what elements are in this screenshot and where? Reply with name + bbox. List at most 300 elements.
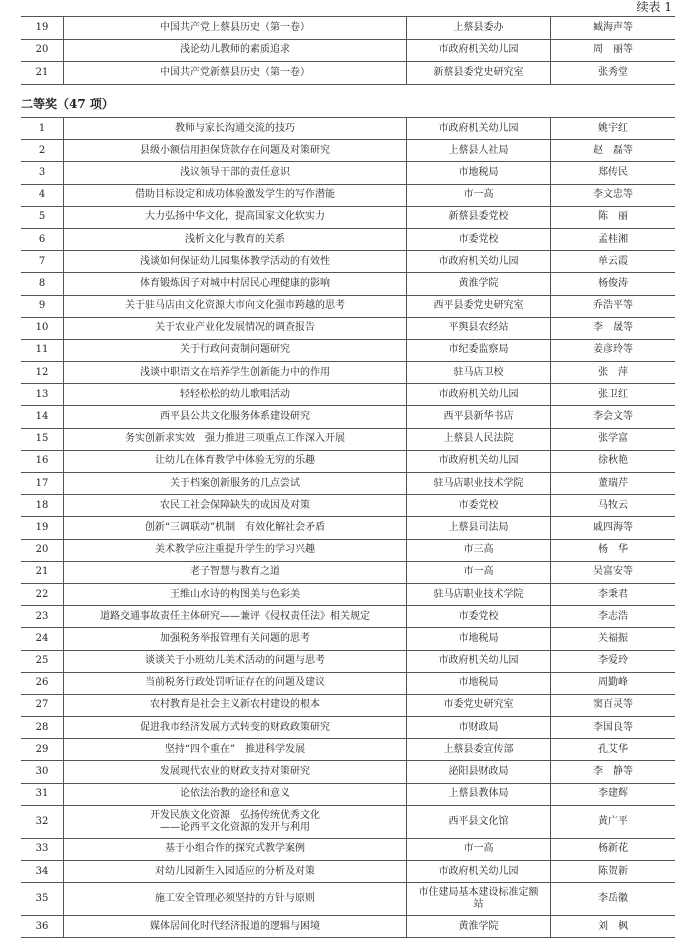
row-author [551, 495, 676, 517]
row-number-text: 20 [35, 544, 49, 556]
row-number-text: 12 [35, 366, 49, 378]
row-number [21, 861, 64, 883]
row-author [551, 339, 676, 361]
row-title-text: 施工安全管理必须坚持的方针与原则 [155, 893, 315, 905]
table-row [21, 39, 675, 62]
row-unit [407, 606, 551, 628]
row-unit [407, 473, 551, 495]
row-unit-text: 市地税局 [458, 632, 499, 644]
row-number-text: 34 [35, 865, 49, 877]
row-number [21, 273, 64, 295]
row-title [64, 583, 407, 605]
row-author [551, 118, 676, 140]
row-author [551, 140, 676, 162]
row-title-text: 教师与家长沟通交流的技巧 [175, 122, 295, 134]
row-title-text: 当前税务行政处罚听证存在的问题及建议 [145, 677, 325, 689]
row-title [64, 883, 407, 916]
table-row [21, 838, 675, 860]
row-number-text: 19 [35, 521, 49, 533]
awards-table-second-prize [21, 117, 675, 938]
row-number-text: 8 [38, 277, 46, 289]
table-row [21, 783, 675, 805]
row-author-text: 姜彦玲等 [593, 344, 633, 356]
row-unit [407, 406, 551, 428]
row-title-text: 坚持“四个重在” 推进科学发展 [164, 743, 306, 755]
row-author [551, 838, 676, 860]
table-row [21, 583, 675, 605]
row-title-text: 开发民族文化资源 弘扬传统优秀文化 [150, 809, 320, 821]
row-number-text: 21 [35, 66, 49, 78]
row-author [551, 39, 676, 62]
row-title [64, 805, 407, 838]
table-row [21, 362, 675, 384]
row-title-text: 谈谈关于小班幼儿美术活动的问题与思考 [145, 655, 325, 667]
row-unit [407, 672, 551, 694]
row-author-text: 董瑞芹 [598, 477, 628, 489]
row-title-text: 美术教学应注重提升学生的学习兴趣 [155, 544, 315, 556]
row-number-text: 7 [38, 255, 46, 267]
row-title [64, 317, 407, 339]
row-title-text-line2: ——论西平文化资源的发开与利用 [160, 821, 310, 833]
row-author [551, 761, 676, 783]
row-author [551, 539, 676, 561]
row-title [64, 406, 407, 428]
row-author-text: 吴富安等 [593, 566, 633, 578]
row-unit-text: 平舆县农经站 [448, 322, 509, 334]
row-unit [407, 717, 551, 739]
row-author-text: 杨 华 [598, 544, 628, 556]
row-number [21, 717, 64, 739]
row-number-text: 19 [35, 21, 49, 33]
row-number-text: 36 [35, 920, 49, 932]
row-author-text: 陈 丽 [598, 211, 628, 223]
row-number-text: 31 [35, 788, 49, 800]
row-author-text: 戚四海等 [593, 521, 633, 533]
row-unit [407, 628, 551, 650]
row-unit-text: 上蔡县人社局 [448, 144, 509, 156]
row-number [21, 672, 64, 694]
row-number-text: 4 [38, 189, 46, 201]
row-title [64, 384, 407, 406]
table-row [21, 561, 675, 583]
row-author-text: 张 萍 [598, 366, 628, 378]
row-title [64, 62, 407, 85]
row-unit [407, 39, 551, 62]
row-author-text: 张卫红 [598, 388, 628, 400]
row-number-text: 24 [35, 632, 49, 644]
row-unit-text: 西平县新华书店 [443, 411, 514, 423]
row-unit-text: 市地税局 [458, 166, 499, 178]
table-row [21, 428, 675, 450]
table-row [21, 118, 675, 140]
row-author [551, 184, 676, 206]
row-number-text: 13 [35, 388, 49, 400]
row-title-text: 浅谈中职语文在培养学生创新能力中的作用 [140, 366, 330, 378]
row-title-text: 浅议领导干部的责任意识 [180, 166, 290, 178]
row-author [551, 805, 676, 838]
row-author [551, 628, 676, 650]
row-unit [407, 428, 551, 450]
row-number [21, 162, 64, 184]
row-author [551, 317, 676, 339]
row-title [64, 606, 407, 628]
row-unit [407, 317, 551, 339]
row-number-text: 1 [38, 122, 46, 134]
row-author-text: 姚宇红 [598, 122, 628, 134]
row-title-text: 西平县公共文化服务体系建设研究 [160, 411, 310, 423]
row-number-text: 29 [35, 743, 49, 755]
table-row [21, 805, 675, 838]
row-unit-text: 市委党史研究室 [443, 699, 514, 711]
row-unit-text: 市财政局 [458, 721, 499, 733]
row-number [21, 184, 64, 206]
row-number [21, 384, 64, 406]
row-unit-text: 市政府机关幼儿园 [438, 455, 519, 467]
row-unit [407, 583, 551, 605]
row-author [551, 228, 676, 250]
row-title [64, 362, 407, 384]
row-author-text: 单云霞 [598, 255, 628, 267]
table-row [21, 883, 675, 916]
row-title-text: 让幼儿在体育教学中体验无穷的乐趣 [155, 455, 315, 467]
table-row [21, 495, 675, 517]
row-title [64, 517, 407, 539]
row-author [551, 883, 676, 916]
row-author [551, 384, 676, 406]
row-title [64, 838, 407, 860]
row-unit [407, 561, 551, 583]
row-title [64, 783, 407, 805]
row-author-text: 李 晟等 [593, 322, 633, 334]
row-unit-text-line2: 站 [473, 899, 484, 911]
row-author [551, 783, 676, 805]
row-title [64, 761, 407, 783]
table-row [21, 450, 675, 472]
row-author [551, 694, 676, 716]
row-unit-text: 新蔡县委党校 [448, 211, 509, 223]
row-author [551, 717, 676, 739]
row-number [21, 495, 64, 517]
row-author-text: 关福振 [598, 632, 628, 644]
row-title [64, 118, 407, 140]
row-number [21, 561, 64, 583]
row-number-text: 32 [35, 815, 49, 827]
row-title-text: 促进我市经济发展方式转变的财政政策研究 [140, 721, 330, 733]
table-row [21, 339, 675, 361]
row-number [21, 583, 64, 605]
row-unit [407, 228, 551, 250]
row-number-text: 23 [35, 610, 49, 622]
row-author-text: 李国良等 [593, 721, 633, 733]
row-unit [407, 295, 551, 317]
table-row [21, 916, 675, 938]
table-row [21, 606, 675, 628]
table-row [21, 517, 675, 539]
row-unit-text: 市政府机关幼儿园 [438, 865, 519, 877]
section-heading-second-prize: 二等奖（47 项） [21, 97, 114, 111]
row-unit [407, 118, 551, 140]
row-unit-text: 市一高 [463, 189, 494, 201]
row-title [64, 739, 407, 761]
row-title [64, 561, 407, 583]
row-number-text: 18 [35, 499, 49, 511]
row-unit [407, 17, 551, 40]
row-number-text: 21 [35, 566, 49, 578]
row-author [551, 206, 676, 228]
row-number [21, 517, 64, 539]
row-author-text: 孔艾华 [598, 743, 628, 755]
row-title-text: 老子智慧与教育之道 [190, 566, 280, 578]
row-number [21, 406, 64, 428]
table-row [21, 62, 675, 85]
row-number-text: 2 [38, 144, 46, 156]
row-title-text: 中国共产党新蔡县历史（第一卷） [160, 66, 310, 78]
row-number [21, 761, 64, 783]
row-title-text: 媒体居间化时代经济报道的逻辑与困境 [150, 920, 320, 932]
row-author [551, 583, 676, 605]
row-author [551, 517, 676, 539]
row-author [551, 861, 676, 883]
row-author-text: 孟桂湘 [598, 233, 628, 245]
row-author [551, 162, 676, 184]
row-title [64, 717, 407, 739]
row-unit-text: 新蔡县委党史研究室 [433, 66, 524, 78]
row-title [64, 428, 407, 450]
row-title [64, 251, 407, 273]
row-author [551, 295, 676, 317]
row-author-text: 杨俊涛 [598, 277, 628, 289]
row-title-text: 体育锻炼因子对城中村居民心理健康的影响 [140, 277, 330, 289]
row-number-text: 3 [38, 166, 46, 178]
row-author [551, 17, 676, 40]
row-author [551, 273, 676, 295]
row-title-text: 道路交通事故责任主体研究——兼评《侵权责任法》相关规定 [100, 610, 370, 622]
row-unit [407, 339, 551, 361]
row-number-text: 15 [35, 433, 49, 445]
row-number-text: 5 [38, 211, 46, 223]
table-row [21, 650, 675, 672]
row-unit [407, 384, 551, 406]
table-row [21, 406, 675, 428]
row-title [64, 39, 407, 62]
table-row [21, 628, 675, 650]
row-title-text: 农民工社会保障缺失的成因及对策 [160, 499, 310, 511]
row-unit-text: 市政府机关幼儿园 [438, 655, 519, 667]
table-row [21, 761, 675, 783]
row-unit-text: 上蔡县教体局 [448, 788, 509, 800]
row-number [21, 17, 64, 40]
row-author-text: 李会文等 [593, 411, 633, 423]
row-number [21, 362, 64, 384]
row-author-text: 李志浩 [598, 610, 628, 622]
row-author [551, 672, 676, 694]
row-unit [407, 206, 551, 228]
row-unit-text: 市纪委监察局 [448, 344, 509, 356]
row-unit-text: 上蔡县委办 [453, 21, 504, 33]
row-author-text: 张学富 [598, 433, 628, 445]
row-number-text: 14 [35, 411, 49, 423]
row-number [21, 140, 64, 162]
table-row [21, 162, 675, 184]
row-number [21, 650, 64, 672]
row-number [21, 39, 64, 62]
row-title-text: 加强税务举报管理有关问题的思考 [160, 632, 310, 644]
row-author [551, 428, 676, 450]
row-title [64, 916, 407, 938]
row-unit [407, 783, 551, 805]
row-unit-text: 市住建局基本建设标准定额 [418, 887, 539, 899]
row-unit [407, 539, 551, 561]
row-unit [407, 495, 551, 517]
row-author-text: 周勤峰 [598, 677, 628, 689]
table-row [21, 17, 675, 40]
row-title-text: 务实创新求实效 强力推进三项重点工作深入开展 [125, 433, 345, 445]
row-author [551, 916, 676, 938]
row-unit [407, 273, 551, 295]
row-title-text: 论依法治教的途径和意义 [180, 788, 290, 800]
row-title [64, 495, 407, 517]
table-row [21, 251, 675, 273]
row-number-text: 9 [38, 300, 46, 312]
row-unit-text: 市政府机关幼儿园 [438, 44, 519, 56]
row-title-text: 农村教育是社会主义新农村建设的根本 [150, 699, 320, 711]
row-number [21, 739, 64, 761]
row-unit [407, 140, 551, 162]
row-unit [407, 883, 551, 916]
row-title [64, 473, 407, 495]
row-unit [407, 739, 551, 761]
row-title [64, 672, 407, 694]
row-author [551, 473, 676, 495]
row-author [551, 362, 676, 384]
row-author [551, 406, 676, 428]
row-title-text: 浅论幼儿教师的素质追求 [180, 44, 290, 56]
row-author-text: 李文忠等 [593, 189, 633, 201]
row-author-text: 陈贺新 [598, 865, 628, 877]
continuation-label: 续表 1 [636, 0, 672, 14]
row-number-text: 17 [35, 477, 49, 489]
row-unit-text: 黄淮学院 [458, 277, 499, 289]
row-number [21, 206, 64, 228]
row-title-text: 基于小组合作的探究式教学案例 [165, 843, 305, 855]
row-author-text: 臧海声等 [593, 21, 633, 33]
table-row [21, 273, 675, 295]
row-title [64, 539, 407, 561]
row-unit [407, 916, 551, 938]
row-unit-text: 市一高 [463, 843, 494, 855]
row-author [551, 561, 676, 583]
row-number [21, 783, 64, 805]
row-author-text: 李秉君 [598, 588, 628, 600]
row-number-text: 6 [38, 233, 46, 245]
row-title-text: 中国共产党上蔡县历史（第一卷） [160, 21, 310, 33]
row-number-text: 35 [35, 893, 49, 905]
row-unit-text: 驻马店职业技术学院 [433, 588, 524, 600]
row-author-text: 李 静等 [593, 766, 633, 778]
row-unit [407, 694, 551, 716]
row-unit [407, 861, 551, 883]
row-author-text: 乔浩平等 [593, 300, 633, 312]
table-row [21, 861, 675, 883]
row-author-text: 李建辉 [598, 788, 628, 800]
row-title-text: 关于农业产业化发展情况的调查报告 [155, 322, 315, 334]
row-number-text: 30 [35, 766, 49, 778]
row-number-text: 28 [35, 721, 49, 733]
row-number [21, 883, 64, 916]
row-title-text: 王维山水诗的构图美与色彩美 [170, 588, 300, 600]
row-unit [407, 517, 551, 539]
row-author-text: 周 丽等 [593, 44, 633, 56]
row-number-text: 22 [35, 588, 49, 600]
row-author-text: 郑传民 [598, 166, 628, 178]
row-unit [407, 761, 551, 783]
row-unit-text: 泌阳县财政局 [448, 766, 509, 778]
row-number [21, 428, 64, 450]
row-number [21, 62, 64, 85]
row-unit [407, 251, 551, 273]
row-number [21, 916, 64, 938]
table-row [21, 694, 675, 716]
row-unit-text: 上蔡县委宣传部 [443, 743, 514, 755]
row-title [64, 140, 407, 162]
row-title-text: 对幼儿园新生入园适应的分析及对策 [155, 865, 315, 877]
row-title [64, 450, 407, 472]
row-number [21, 295, 64, 317]
row-number [21, 694, 64, 716]
table-row [21, 539, 675, 561]
row-unit-text: 市委党校 [458, 610, 499, 622]
row-title [64, 628, 407, 650]
row-author-text: 李岳徽 [598, 893, 628, 905]
row-title-text: 创新“三调联动”机制 有效化解社会矛盾 [144, 521, 326, 533]
row-unit-text: 市地税局 [458, 677, 499, 689]
row-author-text: 李爱玲 [598, 655, 628, 667]
row-number [21, 251, 64, 273]
row-title-text: 浅析文化与教育的关系 [185, 233, 285, 245]
row-title [64, 295, 407, 317]
row-number [21, 539, 64, 561]
row-title [64, 273, 407, 295]
row-title-text: 关于驻马店由文化资源大市向文化强市跨越的思考 [125, 300, 345, 312]
row-author-text: 杨新花 [598, 843, 628, 855]
row-title-text: 浅谈如何保证幼儿园集体教学活动的有效性 [140, 255, 330, 267]
row-number-text: 16 [35, 455, 49, 467]
row-title-text: 轻轻松松的幼儿歌唱活动 [180, 388, 290, 400]
table-row [21, 717, 675, 739]
row-number [21, 628, 64, 650]
row-unit-text: 驻马店职业技术学院 [433, 477, 524, 489]
row-author-text: 窦百灵等 [593, 699, 633, 711]
row-title-text: 关于行政问责制问题研究 [180, 344, 290, 356]
row-unit-text: 上蔡县司法局 [448, 521, 509, 533]
row-unit-text: 市政府机关幼儿园 [438, 122, 519, 134]
row-number-text: 11 [35, 344, 49, 356]
row-title [64, 206, 407, 228]
row-title [64, 228, 407, 250]
row-unit-text: 市委党校 [458, 233, 499, 245]
row-author [551, 650, 676, 672]
table-row [21, 672, 675, 694]
table-row [21, 228, 675, 250]
row-author-text: 黄广平 [598, 815, 628, 827]
row-unit [407, 162, 551, 184]
row-title-text: 借助目标设定和成功体验激发学生的写作潜能 [135, 189, 335, 201]
row-number [21, 805, 64, 838]
row-author-text: 马牧云 [598, 499, 628, 511]
row-title-text: 大力弘扬中华文化，提高国家文化软实力 [145, 211, 325, 223]
row-author [551, 739, 676, 761]
row-title [64, 861, 407, 883]
